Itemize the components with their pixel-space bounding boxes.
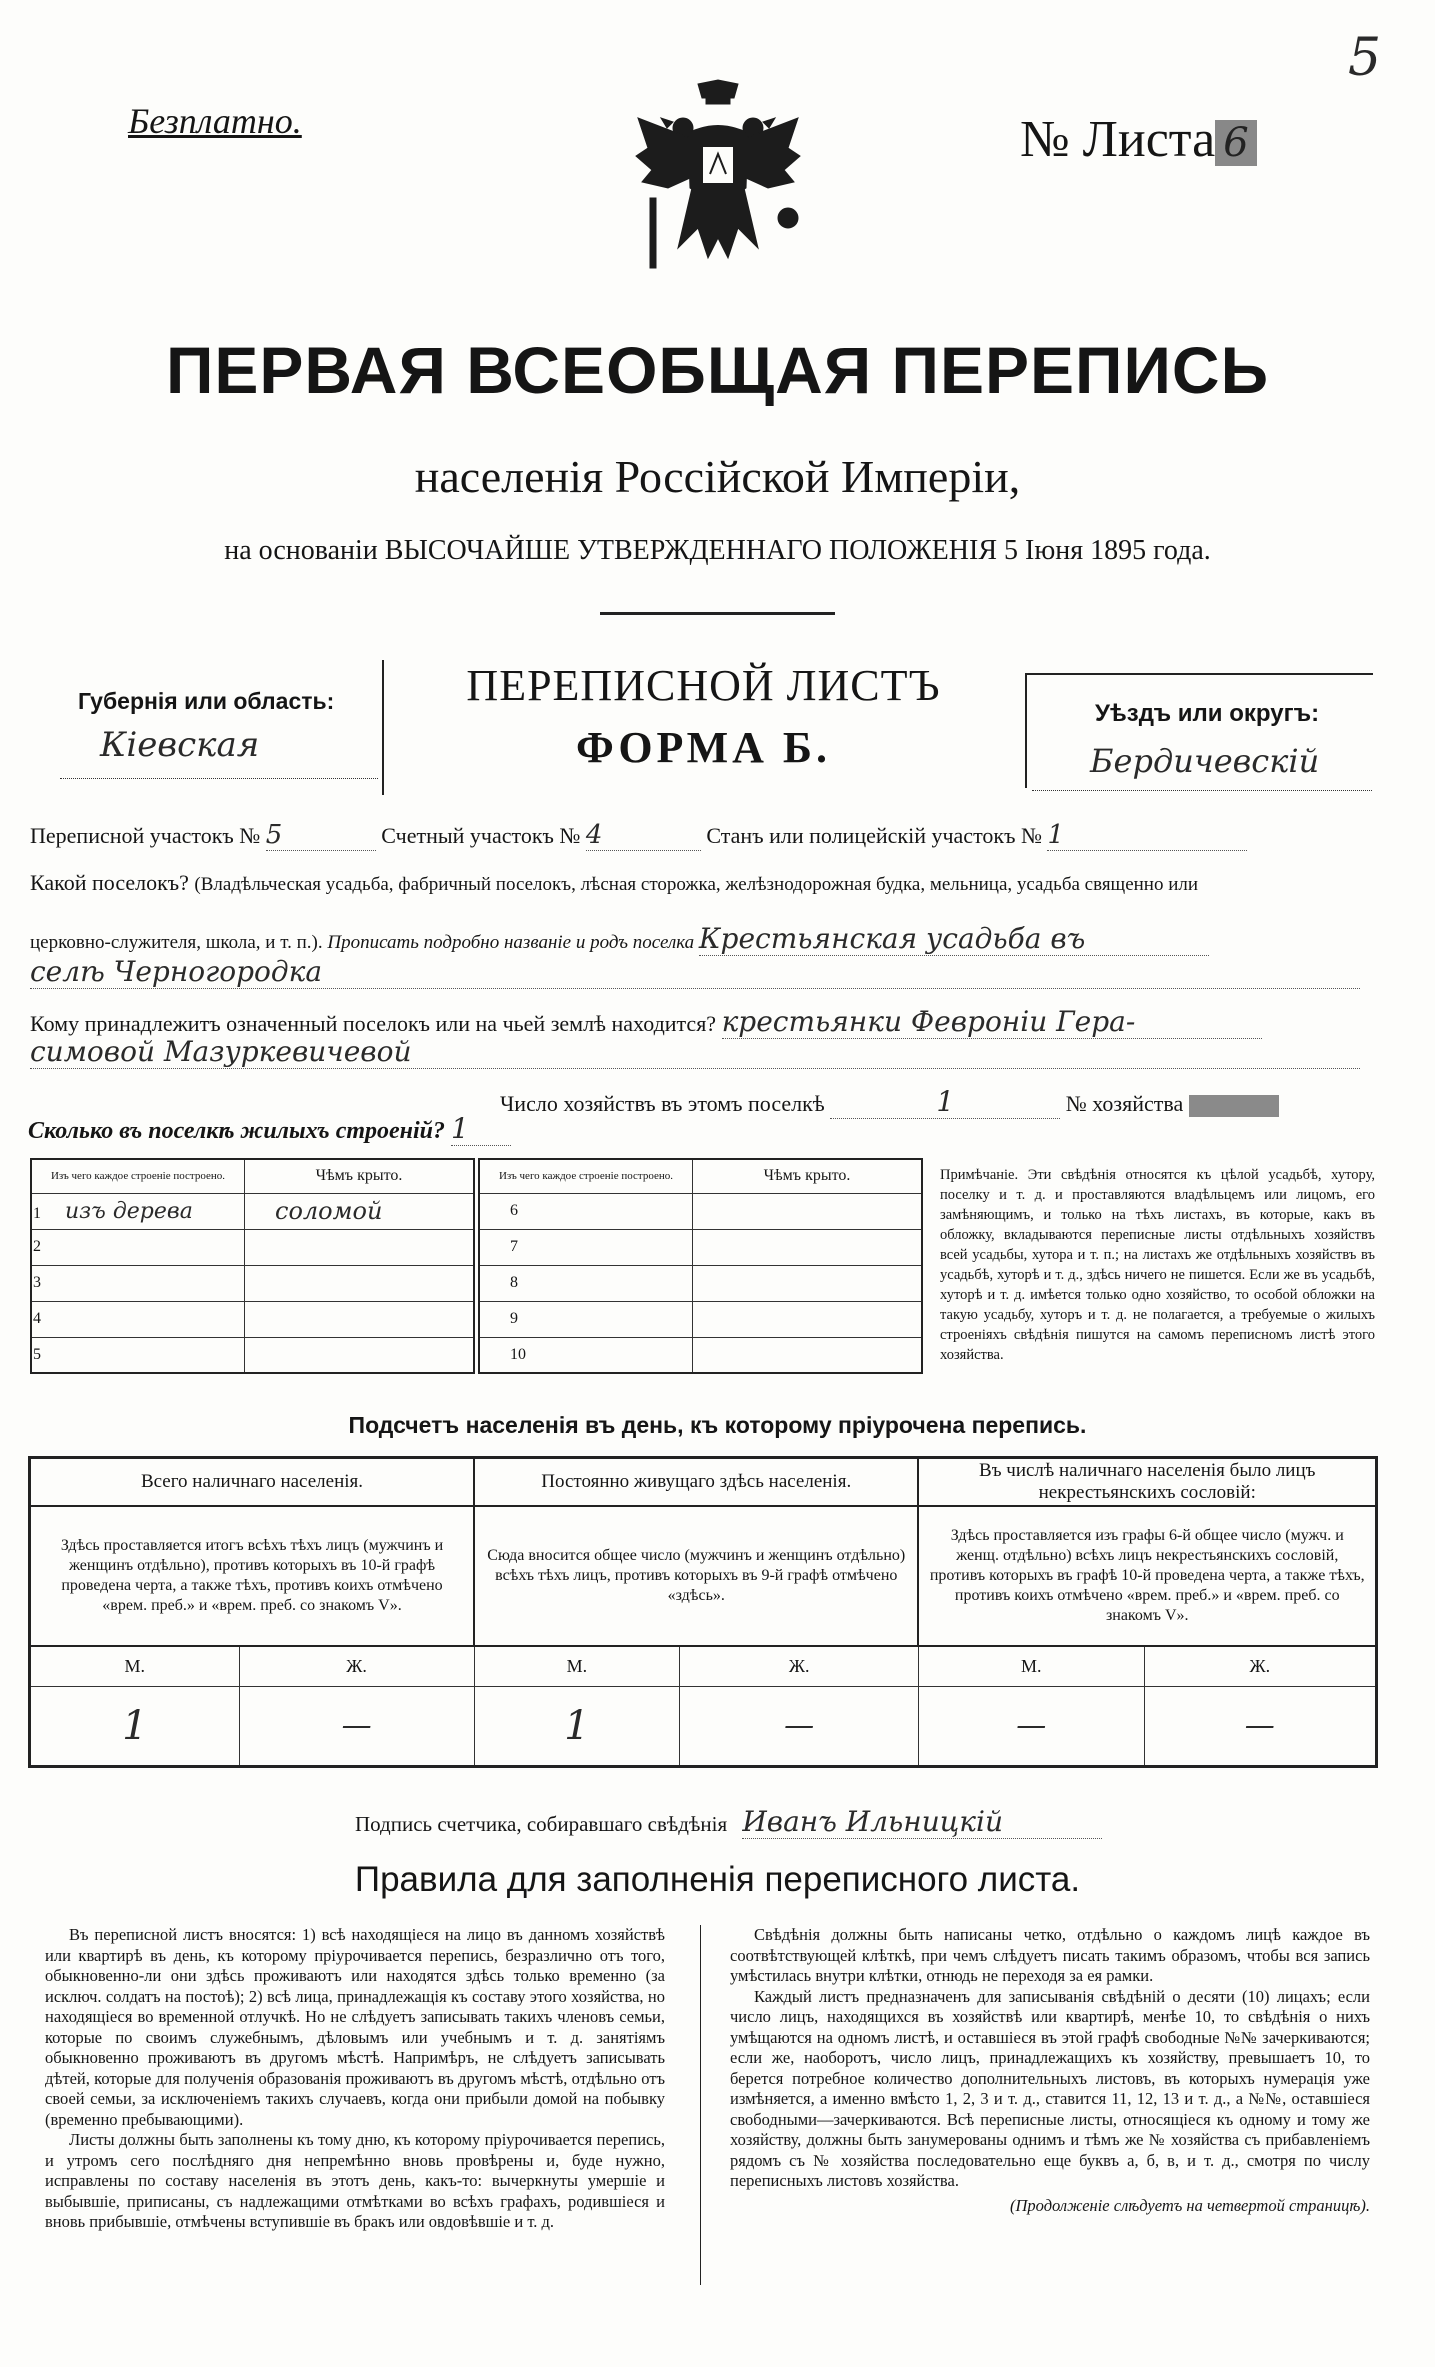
table-row: 7	[479, 1229, 693, 1265]
household-no-redacted	[1189, 1095, 1279, 1117]
settlement-value: Крестьянская усадьба въ	[699, 922, 1209, 956]
table-row	[31, 1193, 245, 1229]
household-no-label: № хозяйства	[1065, 1091, 1184, 1116]
rule-paragraph: Каждый листъ предназначенъ для записыванія свѣдѣній о десяти (10) лицахъ; если число лицъ, находящихся въ хозяйствѣ или квартирѣ, менѣе 10, то свѣдѣнія о нихъ умѣщаются на одномъ листѣ, и оставшіеся въ этой графѣ свободные №№ зачеркиваются; если же, наоборотъ, число лицъ, принадлежащихъ къ хозяйству, превышаетъ 10, то берется потребное количество дополнительныхъ листовъ, въ которыхъ нумерація уже измѣняется, а именно вмѣсто 1, 2, 3 и т. д., ставится 11, 12, 13 и т. д., а №№, оставшіеся свободными—зачеркиваются. Всѣ переписные листы, относящіеся къ одному и тому же хозяйству, должны быть занумерованы однимъ и тѣмъ же № хозяйства съ прибавленіемъ рядомъ съ № хозяйства последовательно еще буквъ а, б, в, и т. д., смотря по числу переписныхъ листовъ хозяйства.	[730, 1986, 1370, 2190]
signature-row	[355, 1805, 1102, 1839]
sheet-label: № Листа	[1020, 111, 1216, 168]
rules-heading: Правила для заполненія переписного листа.	[354, 1860, 1081, 1899]
f-label: Ж.	[239, 1646, 474, 1686]
signature-label: Подпись счетчика, собиравшаго свѣдѣнія	[355, 1812, 728, 1836]
buildings-table-left	[30, 1158, 475, 1374]
roof-value	[245, 1301, 475, 1337]
households-label: Число хозяйствъ въ этомъ поселкѣ	[500, 1091, 825, 1116]
settlement-row-2	[30, 922, 1380, 956]
roof-value	[245, 1265, 475, 1301]
roof-value	[693, 1265, 923, 1301]
population-heading: Подсчетъ населенія въ день, къ которому пріурочена перепись.	[348, 1412, 1087, 1438]
station-label: Станъ или полицейскій участокъ №	[706, 823, 1042, 848]
col-header-material: Изъ чего каждое строеніе построено.	[479, 1159, 693, 1193]
owner-value: крестьянки Февроніи Гера-	[722, 1005, 1262, 1039]
col1-title: Всего наличнаго населенія.	[30, 1458, 475, 1507]
buildings-table-right	[478, 1158, 923, 1374]
census-area-label: Переписной участокъ №	[30, 823, 261, 848]
owner-label: Кому принадлежитъ означенный поселокъ или на чьей землѣ находится?	[30, 1011, 717, 1036]
m-label: М.	[474, 1646, 680, 1686]
free-label: Безплатно.	[128, 101, 302, 141]
settlement-row	[30, 870, 1380, 896]
population-value: 1	[474, 1686, 680, 1766]
roof-value	[693, 1301, 923, 1337]
col2-text: Сюда вносится общее число (мужчинъ и женщинъ отдѣльно) всѣхъ тѣхъ лицъ, противъ которыхъ въ 9-й графѣ отмѣчено «здѣсь».	[474, 1506, 918, 1646]
form-title: ПЕРЕПИСНОЙ ЛИСТЪ	[466, 661, 941, 710]
imperial-eagle-emblem	[628, 78, 808, 303]
m-label: М.	[918, 1646, 1144, 1686]
count-area-value: 4	[586, 820, 701, 851]
owner-value: симовой Мазуркевичевой	[30, 1035, 1360, 1069]
population-value: —	[1144, 1686, 1376, 1766]
col3-text: Здѣсь проставляется изъ графы 6-й общее число (мужч. и женщ. отдѣльно) всѣхъ лицъ некрестьянскихъ сословій, противъ которыхъ въ графѣ 10-й проведена черта, а также тѣхъ, противъ коихъ отмѣчено «врем. преб.» и «врем. преб. со знакомъ V».	[918, 1506, 1376, 1646]
corner-page-number: 5	[1348, 28, 1382, 88]
title-rule	[600, 612, 835, 615]
table-row: 5	[31, 1337, 245, 1373]
col3-title: Въ числѣ наличнаго населенія было лицъ некрестьянскихъ сословій:	[918, 1458, 1376, 1507]
table-row: 9	[479, 1301, 693, 1337]
roof-value	[245, 1229, 475, 1265]
settlement-hint: Прописать подробно названіе и родъ поселка	[327, 932, 695, 953]
table-row: 3	[31, 1265, 245, 1301]
households-row	[500, 1085, 1279, 1119]
f-label: Ж.	[680, 1646, 919, 1686]
settlement-hint: (Владѣльческая усадьба, фабричный поселокъ, лѣсная сторожка, желѣзнодорожная будка, мельница, усадьба священно или	[194, 874, 1199, 895]
population-table	[28, 1456, 1378, 1768]
roof-value	[693, 1193, 923, 1229]
settlement-value: селѣ Черногородка	[30, 955, 1360, 989]
f-label: Ж.	[1144, 1646, 1376, 1686]
population-value: —	[239, 1686, 474, 1766]
table-row: 8	[479, 1265, 693, 1301]
roof-value	[693, 1337, 923, 1373]
roof-value	[245, 1337, 475, 1373]
col-header-roof: Чѣмъ крыто.	[693, 1159, 923, 1193]
divider	[60, 778, 378, 779]
sheet-value: 6	[1215, 120, 1256, 166]
population-value: —	[918, 1686, 1144, 1766]
subtitle: населенія Россійской Имперіи,	[414, 451, 1021, 502]
form-label: ФОРМА Б.	[576, 723, 831, 772]
roof-value	[245, 1193, 475, 1229]
settlement-label: Какой поселокъ?	[30, 870, 189, 895]
col-header-roof: Чѣмъ крыто.	[245, 1159, 475, 1193]
count-area-label: Счетный участокъ №	[381, 823, 581, 848]
buildings-label: Сколько въ поселкѣ жилыхъ строеній?	[28, 1118, 445, 1144]
rule-paragraph: Въ переписной листъ вносятся: 1) всѣ находящіеся на лицо въ данномъ хозяйствѣ или квартирѣ въ день, къ которому пріурочивается перепись, безразлично отъ того, обыкновенно-ли они здѣсь проживаютъ или находятся здѣсь только временно (за исключ. солдатъ на постоѣ); 2) всѣ лица, принадлежащія къ составу этого хозяйства, но находящіеся во временной отлучкѣ. Но не слѣдуетъ записывать такихъ членовъ семьи, которые по своимъ служебнымъ, дѣловымъ или учебнымъ и т. д. занятіямъ обыкновенно проживаютъ въ другомъ мѣстѣ. Напримѣръ, не слѣдуетъ записывать дѣтей, которые для полученія образованія проживаютъ въ другомъ мѣстѣ, отдѣльно отъ своей семьи, за исключеніемъ такихъ случаевъ, когда они прибыли домой на побывку (временно пребывающими).	[45, 1925, 665, 2129]
material-value: изъ дерева	[65, 1198, 193, 1224]
note: Примѣчаніе. Эти свѣдѣнія относятся къ цѣлой усадьбѣ, хутору, поселку и т. д. и проставляются владѣльцемъ или лицомъ, его замѣняющимъ, и только на тѣхъ листахъ, въ которые, какъ въ обложку, вкладываются переписные листы отдѣльныхъ хозяйствъ всей усадьбы, хутора и т. п.; на листахъ же отдѣльныхъ хозяйствъ въ усадьбѣ, хуторѣ и т. д., здѣсь ничего не пишется. Если же въ усадьбѣ, хуторѣ и т. д. имѣется только одно хозяйство, то особой обложки на такую усадьбу, хуторъ и т. д. не полагается, а требуемые о жилыхъ строеніяхъ свѣдѣнія пишутся на самомъ переписномъ листѣ этого хозяйства.	[940, 1167, 1375, 1363]
table-row: 4	[31, 1301, 245, 1337]
col1-text: Здѣсь проставляется итогъ всѣхъ тѣхъ лицъ (мужчинъ и женщинъ отдѣльно), противъ которыхъ въ 10-й графѣ проведена черта, а также тѣхъ, противъ коихъ отмѣчено «врем. преб.» и «врем. преб. со знакомъ V».	[30, 1506, 475, 1646]
rule-paragraph: Листы должны быть заполнены къ тому дню, къ которому пріурочивается перепись, и утромъ сего послѣдняго дня непремѣнно вновь провѣрены и, буде нужно, исправлены по составу населенія въ этотъ день, какъ-то: вычеркнуты умершіе и выбывшіе, приписаны, съ надлежащими отмѣтками во всѣхъ графахъ, родившіеся и вновь прибывшіе, отмѣчены вступившіе въ бракъ или овдовѣвшіе и т. д.	[45, 2130, 665, 2231]
roof-value	[693, 1229, 923, 1265]
col2-title: Постоянно живущаго здѣсь населенія.	[474, 1458, 918, 1507]
table-row: 6	[479, 1193, 693, 1229]
divider	[700, 1925, 701, 2285]
census-area-row	[30, 820, 1247, 851]
rules-left-column	[45, 1925, 665, 2233]
settlement-hint: церковно-служителя, школа, и т. п.).	[30, 932, 323, 953]
basis-line: на основаніи ВЫСОЧАЙШЕ УТВЕРЖДЕННАГО ПОЛОЖЕНІЯ 5 Іюня 1895 года.	[224, 535, 1211, 566]
divider	[1025, 673, 1373, 675]
rules-right-column	[730, 1925, 1370, 2216]
table-row: 2	[31, 1229, 245, 1265]
buildings-value: 1	[451, 1112, 511, 1146]
continuation-note: (Продолженіе слѣдуетъ на четвертой страницѣ).	[1010, 2195, 1370, 2215]
row-number: 1	[33, 1204, 41, 1222]
signature-value: Иванъ Ильницкій	[742, 1805, 1102, 1839]
owner-row	[30, 1005, 1380, 1039]
m-label: М.	[30, 1646, 240, 1686]
col-header-material: Изъ чего каждое строеніе построено.	[31, 1159, 245, 1193]
sheet-number	[1020, 110, 1257, 169]
district-value: Бердичевскій	[1090, 742, 1320, 780]
households-value: 1	[830, 1085, 1060, 1119]
rule-paragraph: Свѣдѣнія должны быть написаны четко, отдѣльно о каждомъ лицѣ каждое въ соотвѣтствующей клѣткѣ, при чемъ слѣдуетъ писать такимъ образомъ, чтобы вся запись умѣстилась внутри клѣтки, отнюдь не переходя за ея рамки.	[730, 1925, 1370, 1985]
table-row: 10	[479, 1337, 693, 1373]
province-value: Кіевская	[100, 725, 260, 765]
main-title: ПЕРВАЯ ВСЕОБЩАЯ ПЕРЕПИСЬ	[165, 333, 1270, 407]
station-value: 1	[1047, 820, 1247, 851]
population-value: —	[680, 1686, 919, 1766]
district-label: Уѣздъ или округъ:	[1095, 700, 1320, 727]
roof-text: соломой	[275, 1197, 383, 1225]
buildings-row	[28, 1112, 511, 1146]
census-area-value: 5	[266, 820, 376, 851]
province-label: Губернія или область:	[78, 688, 335, 714]
divider	[1025, 673, 1027, 788]
population-value: 1	[30, 1686, 240, 1766]
divider	[1032, 790, 1372, 791]
